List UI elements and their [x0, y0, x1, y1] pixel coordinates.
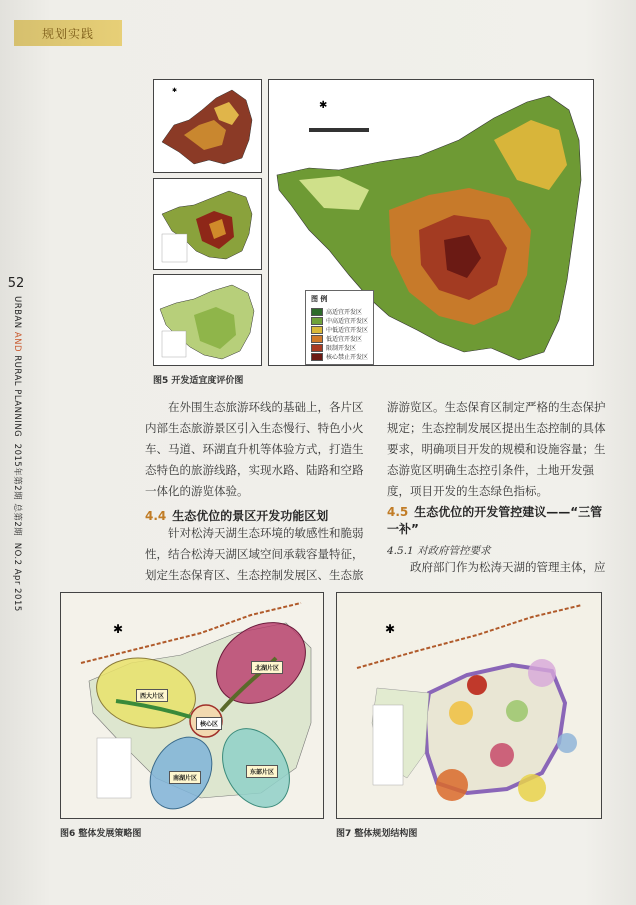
- node-blue: [557, 733, 577, 753]
- legend-swatch: [311, 335, 323, 343]
- figure6-svg: [61, 593, 323, 818]
- scale-bar-icon: [309, 128, 369, 132]
- legend-title: 图 例: [311, 295, 328, 303]
- legend-swatch: [311, 326, 323, 334]
- journal-info: [12, 296, 24, 612]
- node-yellow: [449, 701, 473, 725]
- legend-label: 限制开发区: [326, 345, 357, 352]
- legend-label: 高适宜开发区: [326, 309, 363, 316]
- legend-label: 中高适宜开发区: [326, 318, 369, 325]
- figure5-panel-c: [153, 274, 262, 366]
- map-a-svg: [154, 80, 261, 172]
- journal-name-b: AND: [12, 331, 22, 353]
- zone-label-west: 西大片区: [136, 689, 168, 702]
- figure5-panel-a: [153, 79, 262, 173]
- legend-row: [311, 352, 368, 361]
- node-green: [506, 700, 528, 722]
- figure5-main-map: [268, 79, 594, 366]
- zone-label-north: 北湖片区: [251, 661, 283, 674]
- right-para-1: 游游览区。生态保育区制定严格的生态保护规定；生态控制发展区提出生态控制的具体要求，明确项目开发的规模和设施容量；生态游览区明确生态控引条件，土地开发强度，项目开发的生态绿色指标。: [387, 400, 606, 498]
- legend-row: [311, 334, 368, 343]
- zone-label-south: 南湖片区: [169, 771, 201, 784]
- map-b-svg: [154, 179, 261, 269]
- node-purple: [528, 659, 556, 687]
- node-pink: [490, 743, 514, 767]
- zone-label-core: 核心区: [196, 717, 222, 730]
- left-heading: [145, 507, 328, 524]
- page-sidebar: [4, 276, 28, 612]
- mini-legend: [162, 234, 187, 262]
- node-orange: [436, 769, 468, 801]
- left-para-1: 在外围生态旅游环线的基础上，各片区内部生态旅游景区引入生态慢行、特色小火车、马道、环湖直升机等体验方式，打造生态特色的旅游线路，实现水路、陆路和空路一体化的游览体验。: [145, 400, 364, 498]
- figure6-legend-box: [97, 738, 131, 798]
- north-arrow-icon: ✱: [172, 87, 178, 94]
- right-heading: [387, 504, 609, 538]
- figure5-panel-b: [153, 178, 262, 270]
- north-arrow-icon: ✱: [385, 622, 396, 636]
- left-heading-text: 生态优位的景区开发功能区划: [172, 509, 329, 523]
- left-para-2: 针对松涛天湖生态环境的敏感性和脆弱性，结合松涛天湖区域空间承载容量特征，划定生态保育区、生态控制发展区、生态旅: [145, 526, 364, 582]
- legend-row: [311, 343, 368, 352]
- legend-row: [311, 316, 368, 325]
- legend-swatch: [311, 353, 323, 361]
- figure7-legend-box: [373, 705, 403, 785]
- mini-legend: [162, 331, 186, 357]
- zone-label-east: 东部片区: [246, 765, 278, 778]
- figure6-caption: 图6 整体发展策略图: [60, 829, 142, 839]
- legend-swatch: [311, 317, 323, 325]
- node-red: [467, 675, 487, 695]
- figure7-svg: [337, 593, 601, 818]
- journal-issue-cn: 2015年第2期 总第2期: [12, 443, 22, 537]
- node-yellow-2: [518, 774, 546, 802]
- page-number: 52: [7, 276, 25, 291]
- left-heading-num: 4.4: [145, 509, 167, 523]
- figure7-map: [336, 592, 602, 819]
- legend-label: 核心禁止开发区: [326, 354, 369, 361]
- right-heading-text: 生态优位的开发管控建议——“三管一补”: [387, 505, 603, 536]
- journal-name-c: RURAL PLANNING: [12, 352, 22, 438]
- right-heading-num: 4.5: [387, 505, 409, 519]
- legend-row: [311, 307, 368, 316]
- legend-rows: [311, 307, 368, 361]
- north-arrow-icon: ✱: [319, 100, 328, 111]
- figure7-caption: 图7 整体规划结构图: [336, 829, 418, 839]
- figure5-legend: [305, 290, 374, 365]
- right-subhead: 4.5.1 对政府管控要求: [387, 545, 491, 557]
- legend-row: [311, 325, 368, 334]
- journal-issue-en: NO.2 Apr 2015: [12, 542, 22, 612]
- legend-label: 中低适宜开发区: [326, 327, 369, 334]
- journal-name-a: URBAN: [12, 296, 22, 332]
- right-para-2: 政府部门作为松涛天湖的管理主体，应: [410, 560, 606, 574]
- figure6-map: [60, 592, 324, 819]
- north-arrow-icon: ✱: [113, 622, 124, 636]
- section-tag: 规划实践: [14, 20, 122, 46]
- map-c-svg: [154, 275, 261, 365]
- legend-swatch: [311, 308, 323, 316]
- figure5-caption: 图5 开发适宜度评价图: [153, 376, 244, 386]
- legend-label: 低适宜开发区: [326, 336, 363, 343]
- legend-swatch: [311, 344, 323, 352]
